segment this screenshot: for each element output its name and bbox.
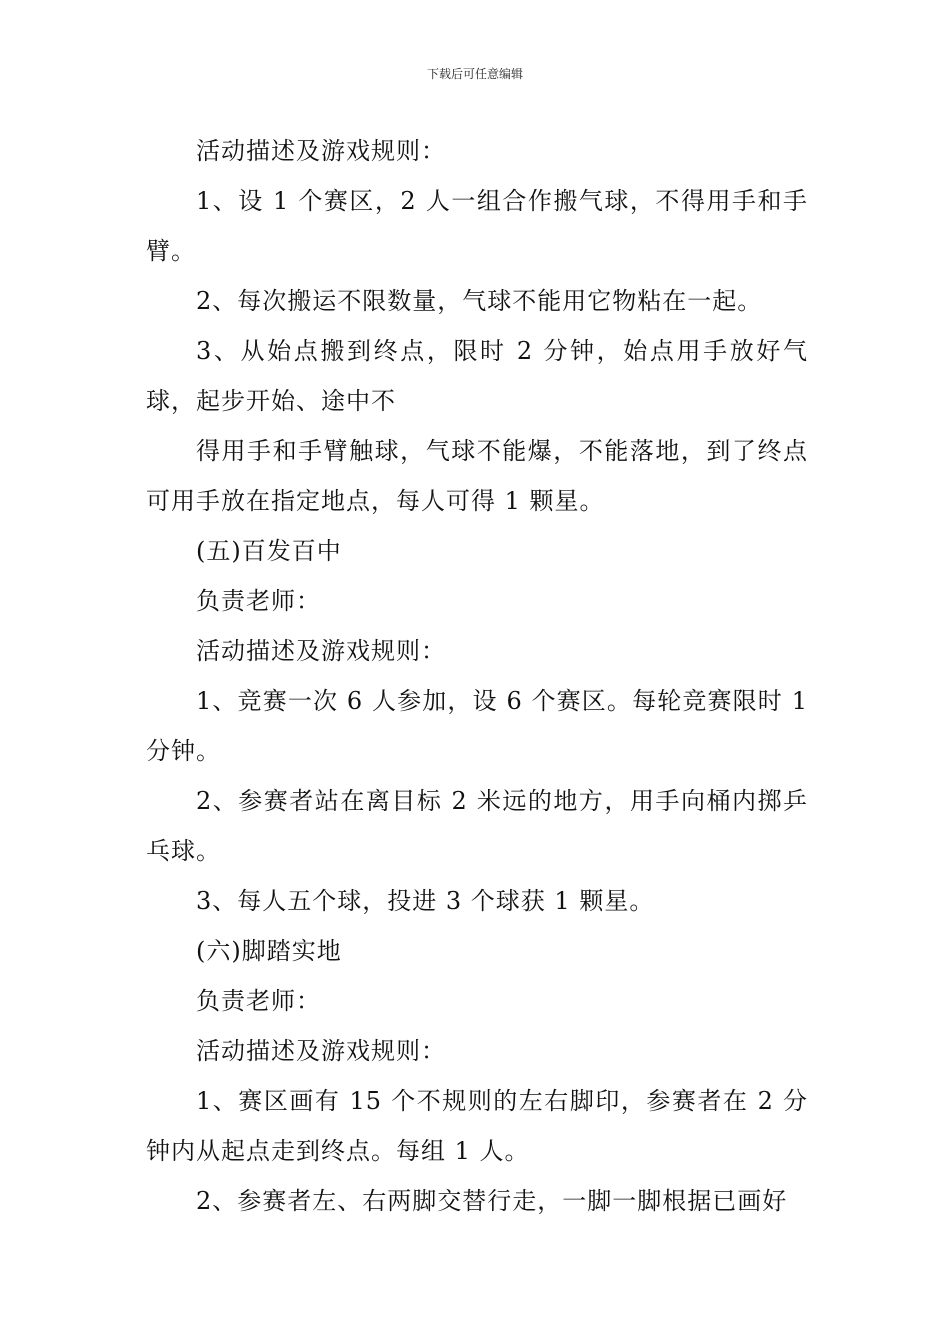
paragraph: 3、从始点搬到终点，限时 2 分钟，始点用手放好气球，起步开始、途中不 [146,337,808,415]
section-heading: (五)百发百中 [196,537,342,565]
paragraph: 1、赛区画有 15 个不规则的左右脚印，参赛者在 2 分钟内从起点走到终点。每组 1 人。 [146,1087,808,1165]
paragraph: 负责老师： [196,587,321,615]
paragraph: 活动描述及游戏规则： [196,1037,446,1065]
paragraph: 活动描述及游戏规则： [196,137,446,165]
paragraph: 活动描述及游戏规则： [196,637,446,665]
paragraph: 1、竞赛一次 6 人参加，设 6 个赛区。每轮竞赛限时 1 分钟。 [146,687,808,765]
paragraph: 3、每人五个球，投进 3 个球获 1 颗星。 [196,887,655,915]
paragraph: 2、每次搬运不限数量，气球不能用它物粘在一起。 [196,287,763,315]
paragraph: 得用手和手臂触球，气球不能爆，不能落地，到了终点可用手放在指定地点，每人可得 1 颗星。 [146,437,808,515]
page-header: 下载后可任意编辑 [426,67,523,81]
section-heading: (六)脚踏实地 [196,937,342,965]
paragraph: 1、设 1 个赛区，2 人一组合作搬气球，不得用手和手臂。 [146,187,808,265]
paragraph: 2、参赛者站在离目标 2 米远的地方，用手向桶内掷乒乓球。 [146,787,808,865]
document-body [146,126,808,1226]
paragraph: 负责老师： [196,987,321,1015]
paragraph: 2、参赛者左、右两脚交替行走，一脚一脚根据已画好 [196,1187,788,1215]
